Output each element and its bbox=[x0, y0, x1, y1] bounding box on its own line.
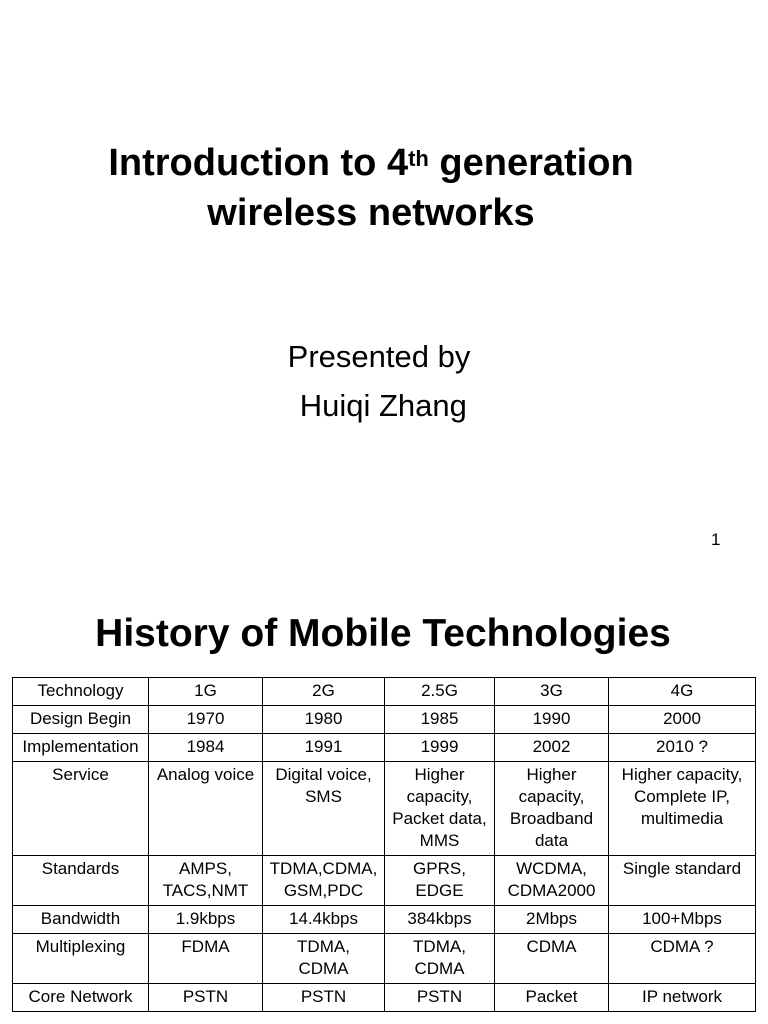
table-cell: WCDMA, CDMA2000 bbox=[495, 856, 609, 906]
table-cell: TDMA, CDMA bbox=[263, 934, 385, 984]
row-label-cell: Design Begin bbox=[13, 706, 149, 734]
table-row bbox=[13, 934, 756, 984]
table-cell: 1985 bbox=[385, 706, 495, 734]
title-text-line2: wireless networks bbox=[207, 192, 535, 234]
table-cell: Digital voice, SMS bbox=[263, 762, 385, 856]
table-cell: TDMA,CDMA, GSM,PDC bbox=[263, 856, 385, 906]
table-cell: 1.9kbps bbox=[149, 906, 263, 934]
table-cell: 2010 ? bbox=[609, 734, 756, 762]
page-number: 1 bbox=[711, 530, 721, 549]
table-row bbox=[13, 984, 756, 1012]
table-cell: 2.5G bbox=[385, 678, 495, 706]
table-row bbox=[13, 856, 756, 906]
table-cell: 1990 bbox=[495, 706, 609, 734]
table-cell: CDMA ? bbox=[609, 934, 756, 984]
presenter-name: Huiqi Zhang bbox=[291, 388, 467, 423]
title-text-part2: generation bbox=[428, 142, 634, 184]
table-cell: Higher capacity, Broadband data bbox=[495, 762, 609, 856]
row-label-cell: Multiplexing bbox=[13, 934, 149, 984]
table-cell: IP network bbox=[609, 984, 756, 1012]
presented-by-label: Presented by bbox=[287, 339, 471, 374]
table-cell: Single standard bbox=[609, 856, 756, 906]
table-cell: GPRS, EDGE bbox=[385, 856, 495, 906]
table-cell: PSTN bbox=[385, 984, 495, 1012]
row-label-cell: Standards bbox=[13, 856, 149, 906]
table-row bbox=[13, 762, 756, 856]
table-cell: 14.4kbps bbox=[263, 906, 385, 934]
table-cell: 2000 bbox=[609, 706, 756, 734]
table-cell: 100+Mbps bbox=[609, 906, 756, 934]
table-cell: 2G bbox=[263, 678, 385, 706]
row-label-cell: Technology bbox=[13, 678, 149, 706]
table-cell: PSTN bbox=[149, 984, 263, 1012]
table-cell: TDMA, CDMA bbox=[385, 934, 495, 984]
table-cell: AMPS, TACS,NMT bbox=[149, 856, 263, 906]
table-header-row bbox=[13, 678, 756, 706]
table-cell: 4G bbox=[609, 678, 756, 706]
table-cell: 384kbps bbox=[385, 906, 495, 934]
table-cell: 2002 bbox=[495, 734, 609, 762]
table-cell: 1970 bbox=[149, 706, 263, 734]
table-cell: CDMA bbox=[495, 934, 609, 984]
table-cell: PSTN bbox=[263, 984, 385, 1012]
table-cell: Higher capacity, Complete IP, multimedia bbox=[609, 762, 756, 856]
row-label-cell: Implementation bbox=[13, 734, 149, 762]
table-cell: Packet bbox=[495, 984, 609, 1012]
table-cell: 3G bbox=[495, 678, 609, 706]
title-superscript: th bbox=[408, 146, 429, 171]
table-cell: 1984 bbox=[149, 734, 263, 762]
table-row bbox=[13, 706, 756, 734]
table-cell: 1980 bbox=[263, 706, 385, 734]
title-text-part1: Introduction to 4 bbox=[108, 142, 409, 184]
table-cell: 1991 bbox=[263, 734, 385, 762]
table-cell: FDMA bbox=[149, 934, 263, 984]
table-cell: Analog voice bbox=[149, 762, 263, 856]
slide-1-title bbox=[0, 138, 742, 238]
row-label-cell: Core Network bbox=[13, 984, 149, 1012]
slide-2-title: History of Mobile Technologies bbox=[95, 612, 671, 655]
table-cell: 1G bbox=[149, 678, 263, 706]
table-cell: 2Mbps bbox=[495, 906, 609, 934]
row-label-cell: Bandwidth bbox=[13, 906, 149, 934]
row-label-cell: Service bbox=[13, 762, 149, 856]
table-cell: Higher capacity, Packet data, MMS bbox=[385, 762, 495, 856]
table-cell: 1999 bbox=[385, 734, 495, 762]
presenter-block bbox=[0, 332, 758, 430]
history-table bbox=[12, 677, 756, 1012]
table-row bbox=[13, 734, 756, 762]
table-row bbox=[13, 906, 756, 934]
